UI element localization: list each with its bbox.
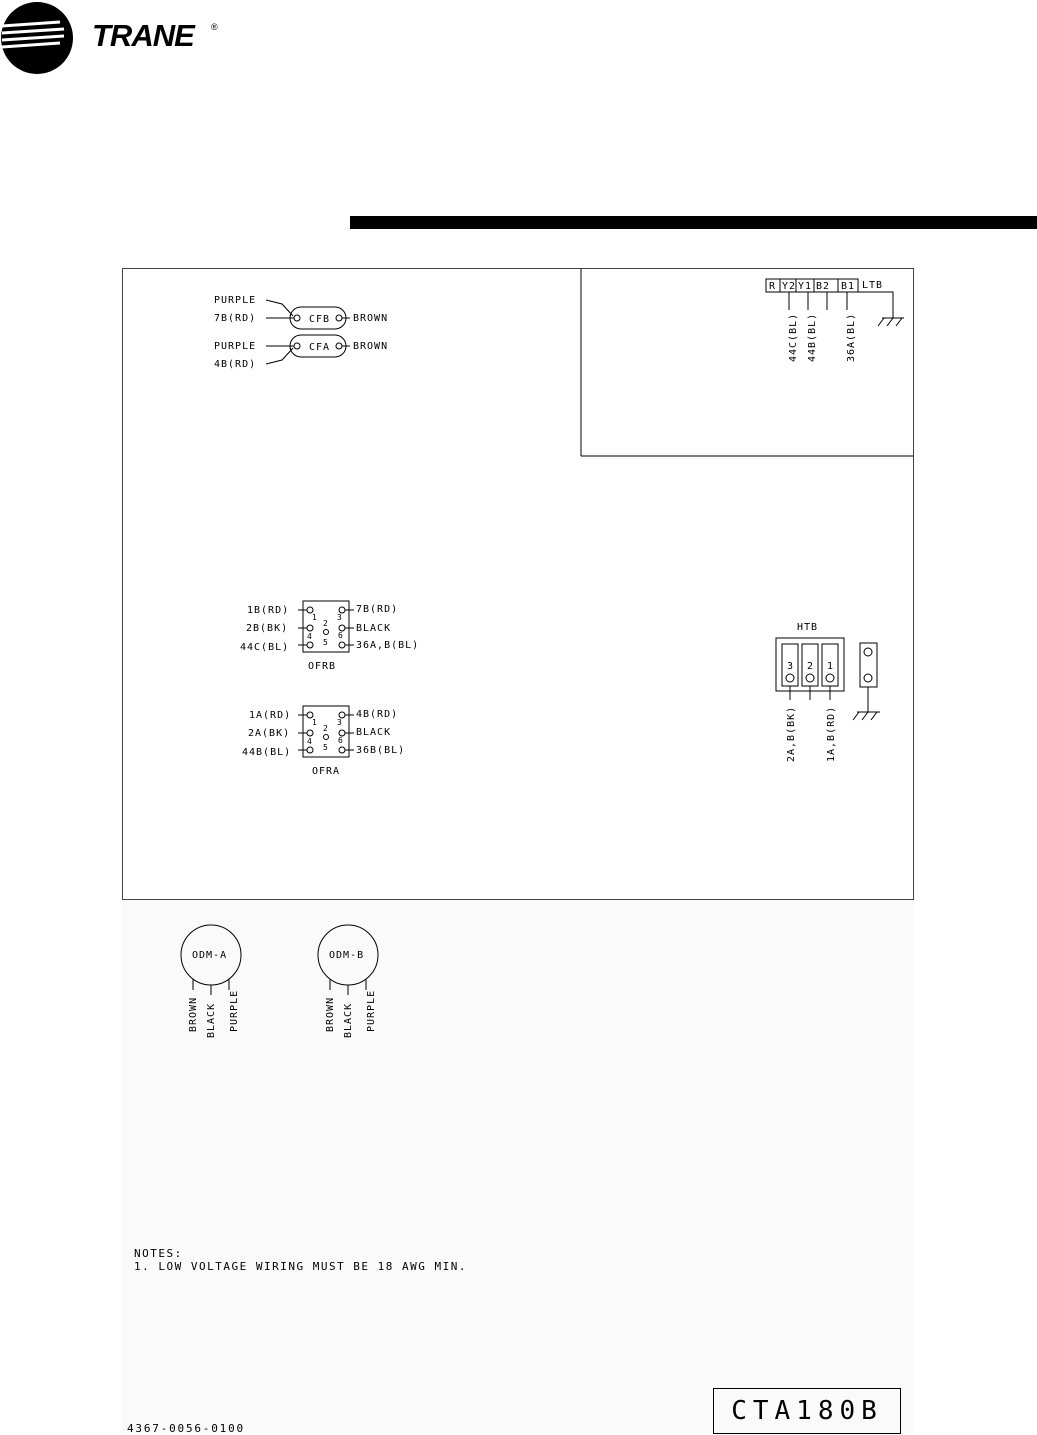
odm-a-lead-black: BLACK: [206, 1002, 217, 1038]
ofra-left-2: 2A(BK): [248, 728, 291, 739]
terminal-board-ltb: [766, 279, 904, 362]
ltb-wire-44c: 44C(BL): [788, 312, 799, 362]
htb-terminal-2: 2: [807, 661, 815, 672]
odm-b-lead-purple: PURPLE: [366, 989, 377, 1032]
cfa-label: CFA: [309, 342, 331, 353]
ofrb-pin-4: 4: [307, 632, 313, 641]
ltb-label: LTB: [862, 280, 884, 291]
ofra-left-1: 1A(RD): [249, 710, 292, 721]
ofra-pin-6: 6: [338, 736, 344, 745]
model-number: CTA180B: [731, 1396, 883, 1426]
ofra-left-3: 44B(BL): [242, 747, 292, 758]
ofra-right-3: 36B(BL): [356, 745, 406, 756]
ltb-terminal-b1: B1: [841, 281, 856, 292]
motor-odm-a: [181, 925, 241, 1038]
ofrb-pin-1: 1: [312, 613, 318, 622]
htb-terminal-1: 1: [827, 661, 835, 672]
ofra-pin-5: 5: [323, 743, 329, 752]
ltb-wire-44b: 44B(BL): [807, 312, 818, 362]
cfa-right: BROWN: [353, 341, 389, 352]
ofra-right-1: 4B(RD): [356, 709, 399, 720]
ofrb-left-1: 1B(RD): [247, 605, 290, 616]
model-number-box: [713, 1388, 901, 1434]
ofrb-left-2: 2B(BK): [246, 623, 289, 634]
ofra-pin-4: 4: [307, 737, 313, 746]
ofrb-right-1: 7B(RD): [356, 604, 399, 615]
drawing-number: 4367-0056-0100: [127, 1422, 245, 1435]
cfb-left-bottom: 7B(RD): [214, 313, 257, 324]
odm-b-label: ODM-B: [329, 950, 365, 961]
capacitor-cfa: [214, 335, 388, 370]
ofra-pin-1: 1: [312, 718, 318, 727]
brand-name: TRANE: [92, 18, 194, 53]
ofra-label: OFRA: [312, 766, 341, 777]
ofrb-pin-5: 5: [323, 638, 329, 647]
control-box-outline: [581, 269, 913, 456]
htb-label: HTB: [797, 622, 819, 633]
registered-mark: ®: [211, 22, 218, 32]
ofrb-left-3: 44C(BL): [240, 642, 290, 653]
ltb-terminal-b2: B2: [816, 281, 831, 292]
ofrb-pin-6: 6: [338, 631, 344, 640]
ofra-pin-2: 2: [323, 724, 329, 733]
odm-a-lead-brown: BROWN: [188, 996, 199, 1032]
cfb-left-top: PURPLE: [214, 295, 257, 306]
note-item: 1. LOW VOLTAGE WIRING MUST BE 18 AWG MIN.: [134, 1260, 468, 1273]
capacitor-cfb: [214, 295, 388, 329]
htb-terminal-3: 3: [787, 661, 795, 672]
notes-heading: NOTES:: [134, 1247, 183, 1260]
ltb-terminal-y2: Y2: [782, 281, 797, 292]
cfb-right: BROWN: [353, 313, 389, 324]
odm-a-lead-purple: PURPLE: [229, 989, 240, 1032]
ofrb-pin-3: 3: [337, 613, 343, 622]
motor-odm-b: [318, 925, 378, 1038]
ofra-pin-3: 3: [337, 718, 343, 727]
ofrb-label: OFRB: [308, 661, 337, 672]
htb-wire-2ab: 2A,B(BK): [786, 705, 797, 762]
ltb-wire-36a: 36A(BL): [846, 312, 857, 362]
relay-ofrb: [240, 601, 419, 672]
ofra-right-2: BLACK: [356, 727, 392, 738]
odm-b-lead-black: BLACK: [343, 1002, 354, 1038]
ltb-terminal-y1: Y1: [798, 281, 813, 292]
htb-wire-1ab: 1A,B(RD): [826, 705, 837, 762]
ltb-terminal-r: R: [769, 281, 777, 292]
odm-b-lead-brown: BROWN: [325, 996, 336, 1032]
cfb-label: CFB: [309, 314, 331, 325]
ofrb-right-2: BLACK: [356, 623, 392, 634]
odm-a-label: ODM-A: [192, 950, 228, 961]
cfa-left-bottom: 4B(RD): [214, 359, 257, 370]
notes: [134, 1247, 467, 1273]
ofrb-pin-2: 2: [323, 619, 329, 628]
cfa-left-top: PURPLE: [214, 341, 257, 352]
relay-ofra: [242, 706, 405, 777]
terminal-block-htb: [776, 622, 880, 762]
ofrb-right-3: 36A,B(BL): [356, 640, 420, 651]
